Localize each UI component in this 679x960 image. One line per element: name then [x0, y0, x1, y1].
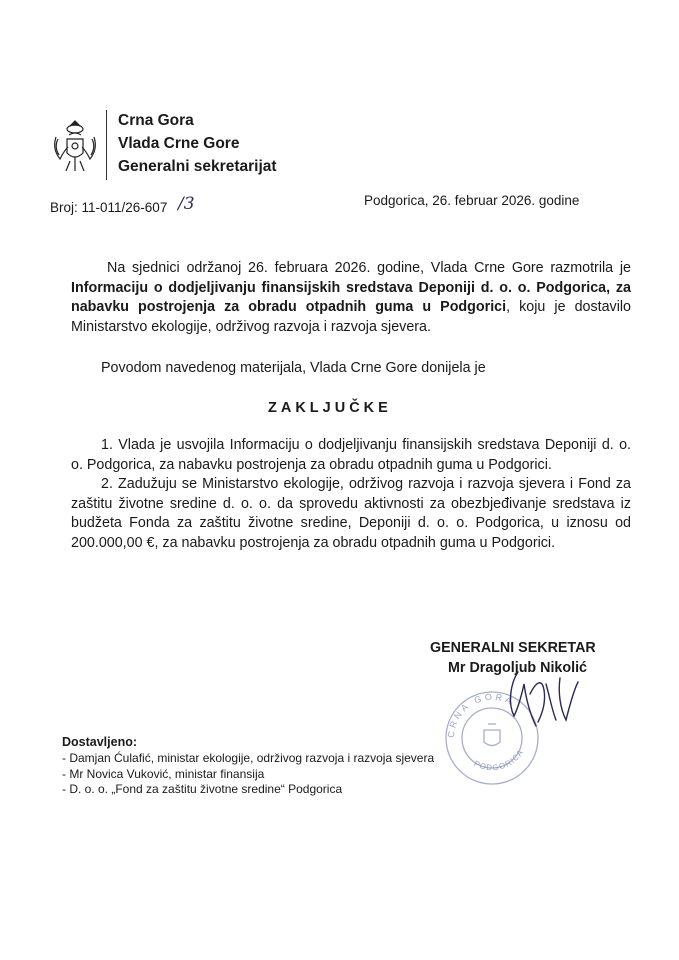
stamp-text-bottom: PODGORICA — [472, 747, 526, 773]
conclusion-2: 2. Zadužuju se Ministarstvo ekologije, održivog razvoja i razvoja sjevera i Fond za zaštitu životne sredine d. o. o. da sprovedu aktivnosti za obezbjeđivanje sredstava iz budžeta Fonda za zaštitu životne sredine, Deponiji d. o. o. Podgorica, u iznosu od 200.000,00 €, za nabavku postrojenja za obradu otpadnih guma u Podgorici. — [71, 476, 631, 551]
issuer-header — [118, 109, 277, 178]
signatory-title: GENERALNI SEKRETAR — [430, 640, 596, 656]
header-country: Crna Gora — [118, 112, 194, 129]
header-government: Vlada Crne Gore — [118, 135, 240, 152]
intro-text-1: Na sjednici održanoj 26. februara 2026. godine, Vlada Crne Gore razmotrila je — [107, 260, 631, 276]
intro-text-2: , koju je dostavilo Ministarstvo ekologije, održivog razvoja i razvoja sjevera. — [71, 299, 631, 335]
handwritten-signature-icon — [500, 664, 590, 734]
stamp-text-top: CRNA GORA — [445, 691, 516, 739]
intro-second-line: Povodom navedenog materijala, Vlada Crne Gore donijela je — [101, 360, 486, 376]
svg-text:PODGORICA — [472, 748, 525, 773]
header-secretariat: Generalni sekretarijat — [118, 158, 277, 175]
distribution-item: - D. o. o. „Fond za zaštitu životne sredine“ Podgorica — [62, 782, 343, 796]
header-divider — [106, 110, 107, 180]
coat-of-arms-icon — [50, 117, 100, 177]
conclusions-list — [71, 436, 631, 553]
reference-number: Broj: 11-011/26-607 — [50, 200, 168, 215]
place-date: Podgorica, 26. februar 2026. godine — [364, 193, 580, 208]
conclusion-1: 1. Vlada je usvojila Informaciju o dodjeljivanju finansijskih sredstava Deponiji d. o. o. Podgorica, za nabavku postrojenja za obradu otpadnih guma u Podgorici. — [71, 437, 631, 473]
intro-paragraph — [71, 259, 631, 337]
distribution-item: - Damjan Ćulafić, ministar ekologije, održivog razvoja i razvoja sjevera — [62, 751, 435, 765]
signatory-name: Mr Dragoljub Nikolić — [448, 660, 588, 676]
conclusions-heading: ZAKLJUČKE — [268, 400, 392, 416]
distribution-label: Dostavljeno: — [62, 735, 138, 749]
handwritten-suffix: /3 — [178, 194, 195, 214]
intro-bold-title: Informaciju o dodjeljivanju finansijskih sredstava Deponiji d. o. o. Podgorica, za nabavku postrojenja za obradu otpadnih guma u Podgorici — [71, 279, 631, 315]
distribution-list — [62, 751, 434, 798]
distribution-item: - Mr Novica Vuković, ministar finansija — [62, 766, 265, 781]
